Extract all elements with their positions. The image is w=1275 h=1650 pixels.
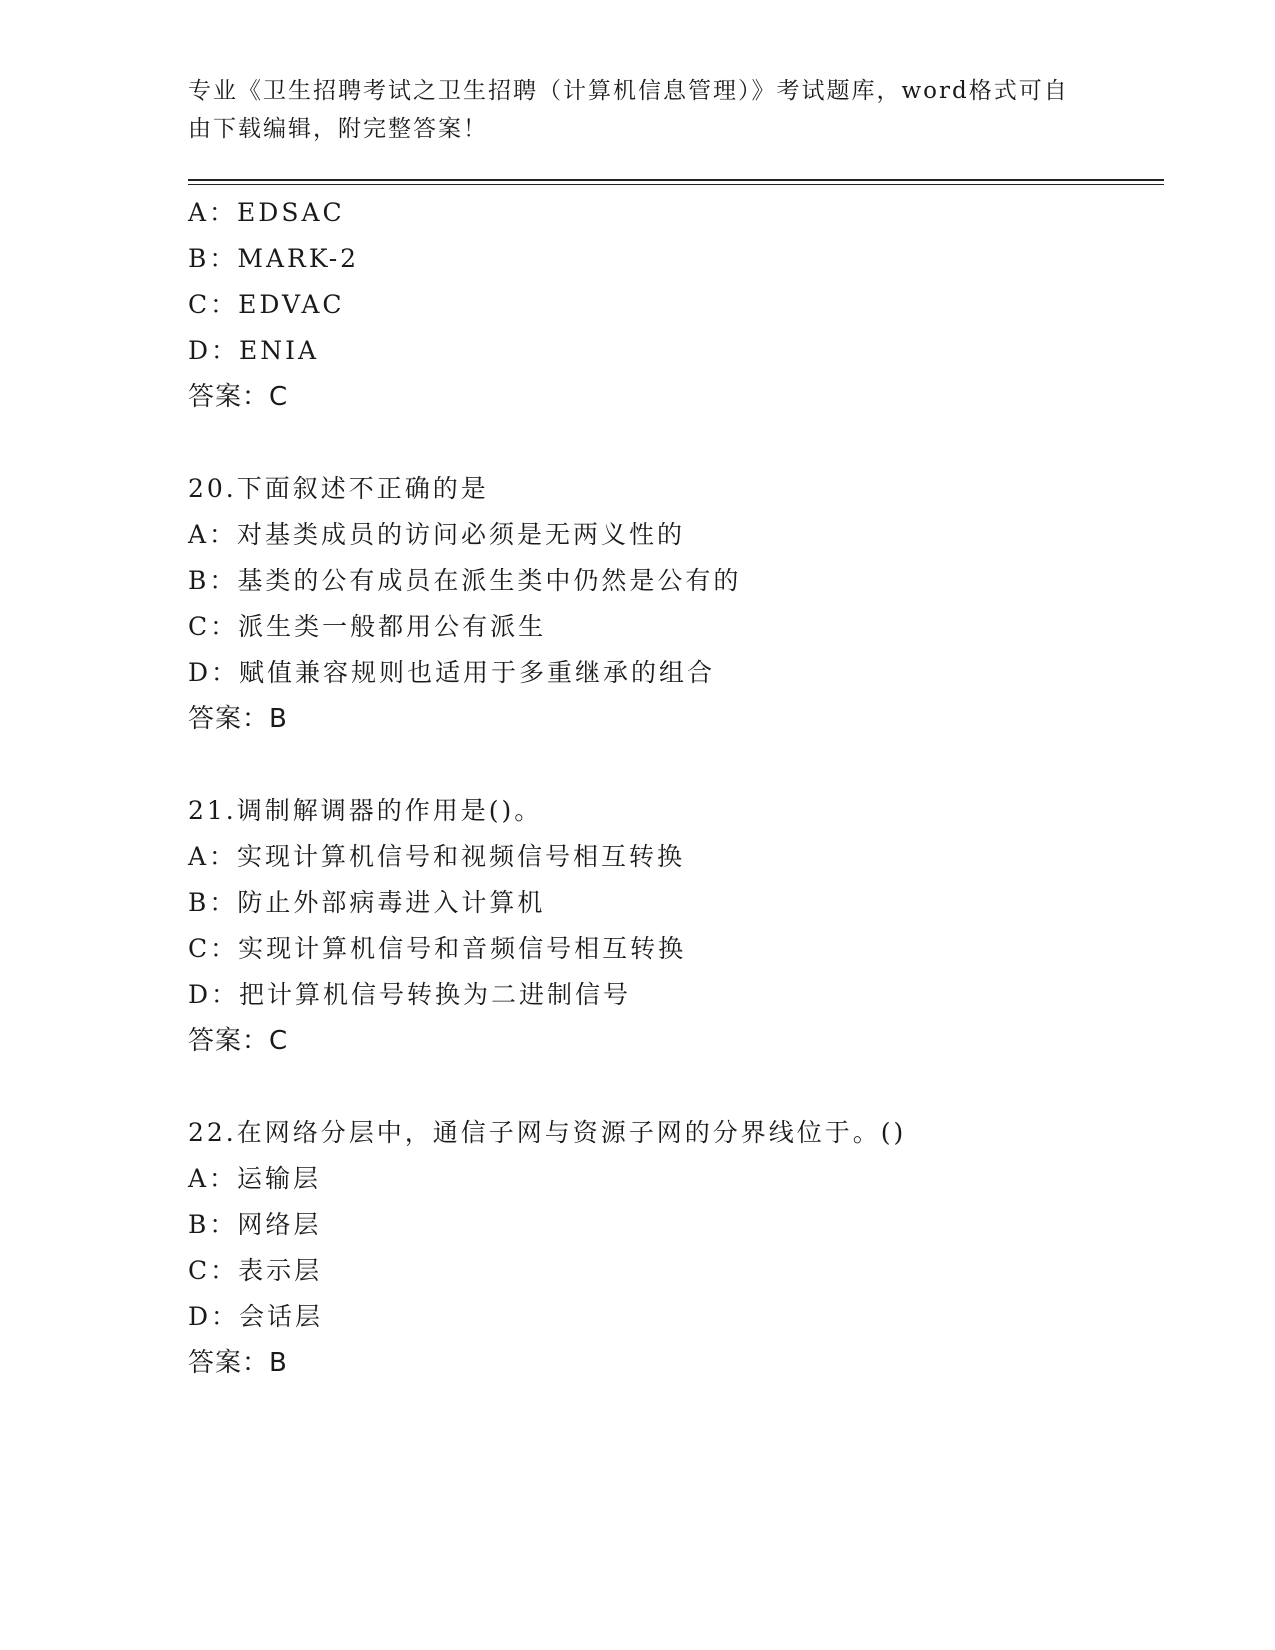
question-list [188, 190, 1148, 1386]
spacer [188, 420, 1148, 466]
option-c: C：表示层 [188, 1256, 323, 1285]
answer: 答案：C [188, 1026, 289, 1056]
header-rule-thin [188, 184, 1164, 185]
option-d: D：把计算机信号转换为二进制信号 [188, 980, 632, 1009]
option-b: B：MARK-2 [188, 244, 360, 273]
question-20 [188, 466, 1148, 742]
answer: 答案：C [188, 382, 289, 412]
option-a: A：对基类成员的访问必须是无两义性的 [188, 520, 686, 549]
option-c: C：EDVAC [188, 290, 345, 319]
option-b: B：网络层 [188, 1210, 322, 1239]
header-line-1: 专业《卫生招聘考试之卫生招聘（计算机信息管理）》考试题库，word格式可自 [188, 78, 1069, 104]
spacer [188, 742, 1148, 788]
option-c: C：实现计算机信号和音频信号相互转换 [188, 934, 687, 963]
document-header [188, 72, 1088, 148]
question-text: 22.在网络分层中，通信子网与资源子网的分界线位于。() [188, 1118, 907, 1147]
question-21 [188, 788, 1148, 1064]
option-b: B：基类的公有成员在派生类中仍然是公有的 [188, 566, 742, 595]
option-b: B：防止外部病毒进入计算机 [188, 888, 546, 917]
answer: 答案：B [188, 704, 288, 734]
option-a: A：运输层 [188, 1164, 322, 1193]
spacer [188, 1064, 1148, 1110]
header-line-2: 由下载编辑，附完整答案！ [188, 116, 488, 142]
answer: 答案：B [188, 1348, 288, 1378]
option-d: D：会话层 [188, 1302, 324, 1331]
option-a: A：实现计算机信号和视频信号相互转换 [188, 842, 686, 871]
option-d: D：ENIA [188, 336, 320, 365]
option-c: C：派生类一般都用公有派生 [188, 612, 547, 641]
question-19 [188, 190, 1148, 420]
header-rule-thick [188, 179, 1164, 181]
option-a: A：EDSAC [188, 198, 345, 227]
question-text: 20.下面叙述不正确的是 [188, 474, 489, 503]
option-d: D：赋值兼容规则也适用于多重继承的组合 [188, 658, 716, 687]
question-text: 21.调制解调器的作用是()。 [188, 796, 543, 825]
question-22 [188, 1110, 1148, 1386]
